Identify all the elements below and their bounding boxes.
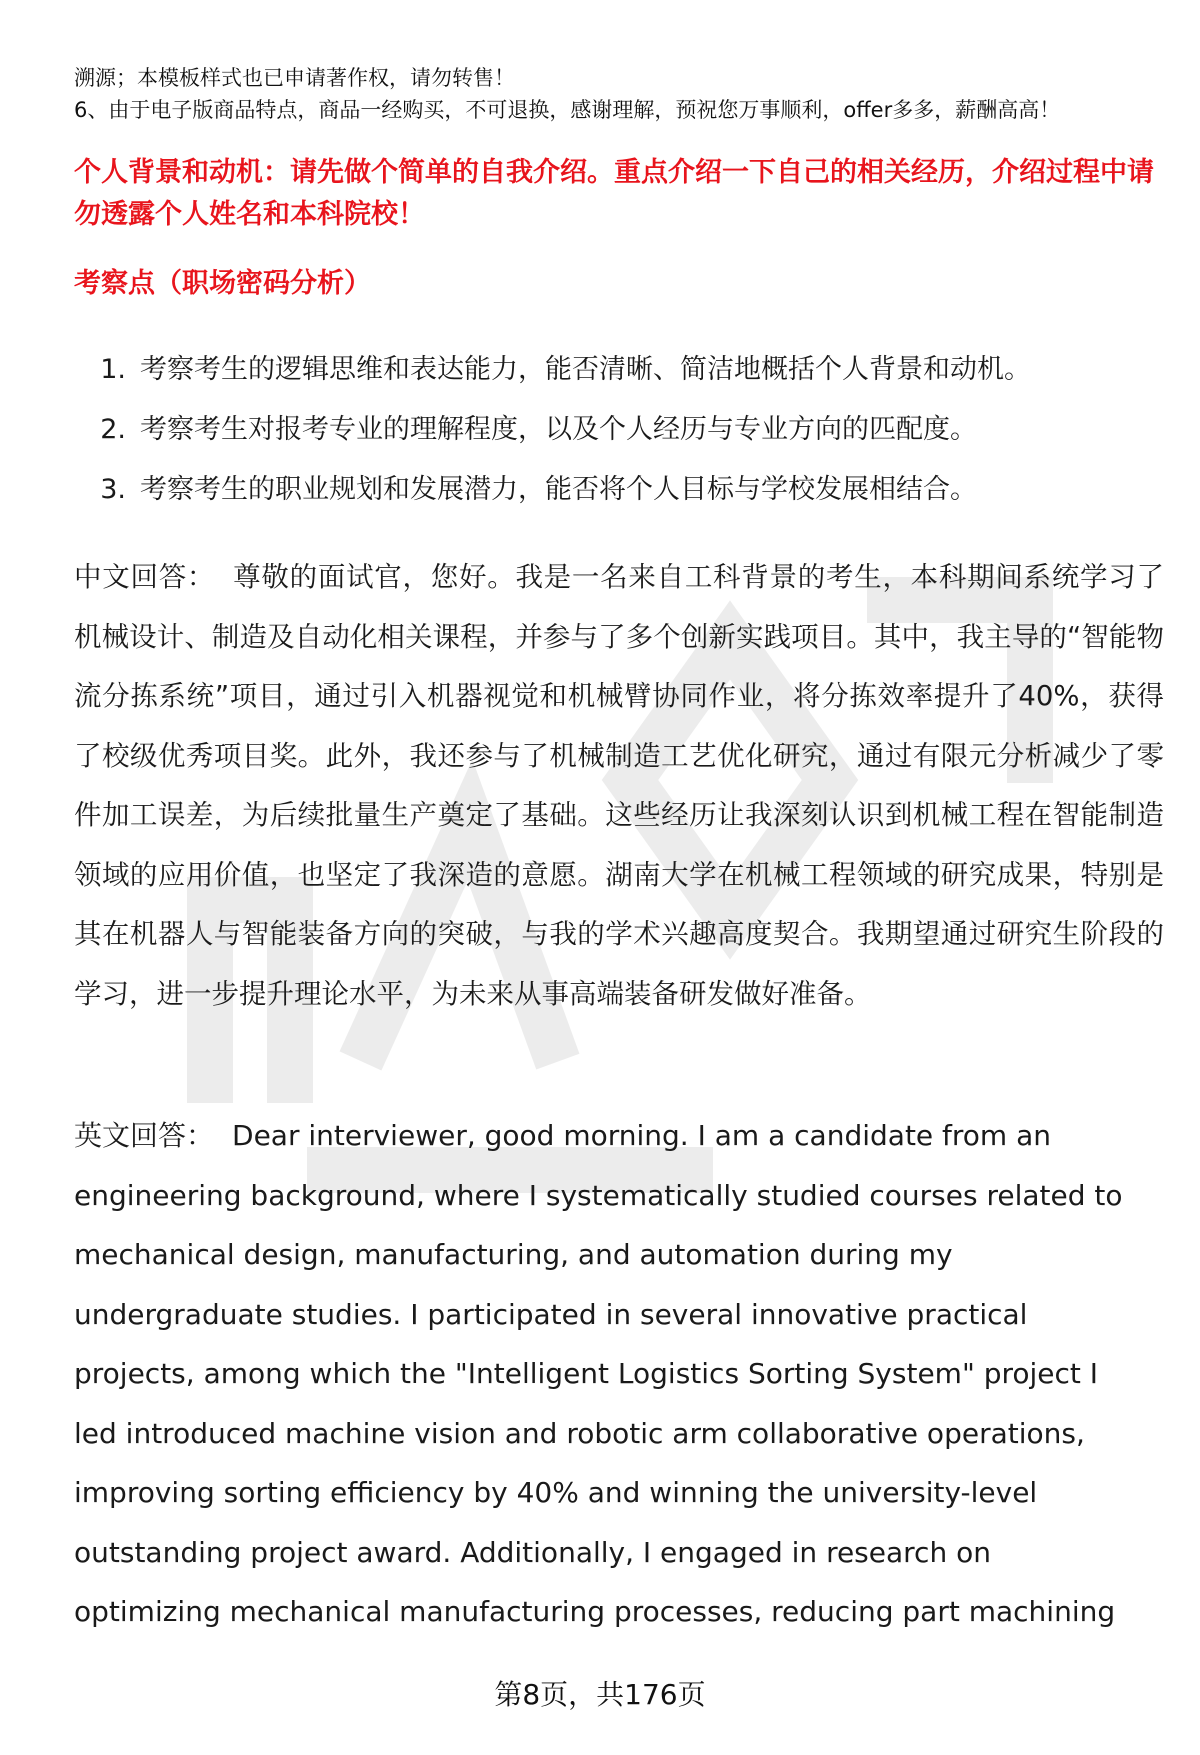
english-answer-line: outstanding project award. Additionally, I engaged in research on bbox=[74, 1535, 991, 1569]
list-item bbox=[74, 460, 1154, 520]
note-line-1: 溯源；本模板样式也已申请著作权，请勿转售！ bbox=[74, 66, 515, 90]
list-item-number: 1. bbox=[100, 354, 126, 385]
interview-question: 个人背景和动机：请先做个简单的自我介绍。重点介绍一下自己的相关经历，介绍过程中请勿透露个人姓名和本科院校！ bbox=[74, 157, 1154, 230]
english-answer-line: engineering background, where I systematically studied courses related to bbox=[74, 1178, 1123, 1212]
list-item bbox=[74, 340, 1154, 400]
english-answer-line: led introduced machine vision and robotic arm collaborative operations, bbox=[74, 1416, 1085, 1450]
english-answer-line: projects, among which the "Intelligent Logistics Sorting System" project I bbox=[74, 1357, 1099, 1390]
english-answer-line: improving sorting efficiency by 40% and winning the university-level bbox=[74, 1476, 1038, 1509]
page-number: 第8页，共176页 bbox=[494, 1678, 706, 1711]
purchase-notes bbox=[74, 62, 1134, 126]
english-answer-line: mechanical design, manufacturing, and automation during my bbox=[74, 1238, 953, 1271]
list-item-number: 3. bbox=[100, 474, 126, 505]
list-item-text: 考察考生的逻辑思维和表达能力，能否清晰、简洁地概括个人背景和动机。 bbox=[140, 354, 1031, 385]
english-answer bbox=[74, 1106, 1154, 1642]
english-answer-text: Dear interviewer, good morning. I am a candidate from an bbox=[232, 1119, 1052, 1152]
list-item bbox=[74, 400, 1154, 460]
chinese-answer bbox=[74, 548, 1164, 1024]
english-answer-line bbox=[74, 1106, 1154, 1166]
english-answer-label: 英文回答： bbox=[74, 1119, 215, 1152]
chinese-answer-label: 中文回答： bbox=[74, 561, 216, 593]
list-item-number: 2. bbox=[100, 414, 126, 445]
list-item-text: 考察考生对报考专业的理解程度，以及个人经历与专业方向的匹配度。 bbox=[140, 414, 977, 445]
note-line-2: 6、由于电子版商品特点，商品一经购买，不可退换，感谢理解，预祝您万事顺利，offer多多，薪酬高高！ bbox=[74, 98, 1061, 122]
chinese-answer-text: 尊敬的面试官，您好。我是一名来自工科背景的考生，本科期间系统学习了机械设计、制造及自动化相关课程，并参与了多个创新实践项目。其中，我主导的“智能物流分拣系统”项目，通过引入机器视觉和机械臂协同作业，将分拣效率提升了40%，获得了校级优秀项目奖。此外，我还参与了机械制造工艺优化研究，通过有限元分析减少了零件加工误差，为后续批量生产奠定了基础。这些经历让我深刻认识到机械工程在智能制造领域的应用价值，也坚定了我深造的意愿。湖南大学在机械工程领域的研究成果，特别是其在机器人与智能装备方向的突破，与我的学术兴趣高度契合。我期望通过研究生阶段的学习，进一步提升理论水平，为未来从事高端装备研发做好准备。 bbox=[74, 561, 1165, 1010]
english-answer-line: optimizing mechanical manufacturing processes, reducing part machining bbox=[74, 1595, 1116, 1628]
list-item-text: 考察考生的职业规划和发展潜力，能否将个人目标与学校发展相结合。 bbox=[140, 474, 977, 505]
english-answer-line: undergraduate studies. I participated in several innovative practical bbox=[74, 1297, 1028, 1331]
exam-points-heading: 考察点（职场密码分析） bbox=[74, 268, 371, 299]
exam-points-list bbox=[74, 340, 1154, 520]
